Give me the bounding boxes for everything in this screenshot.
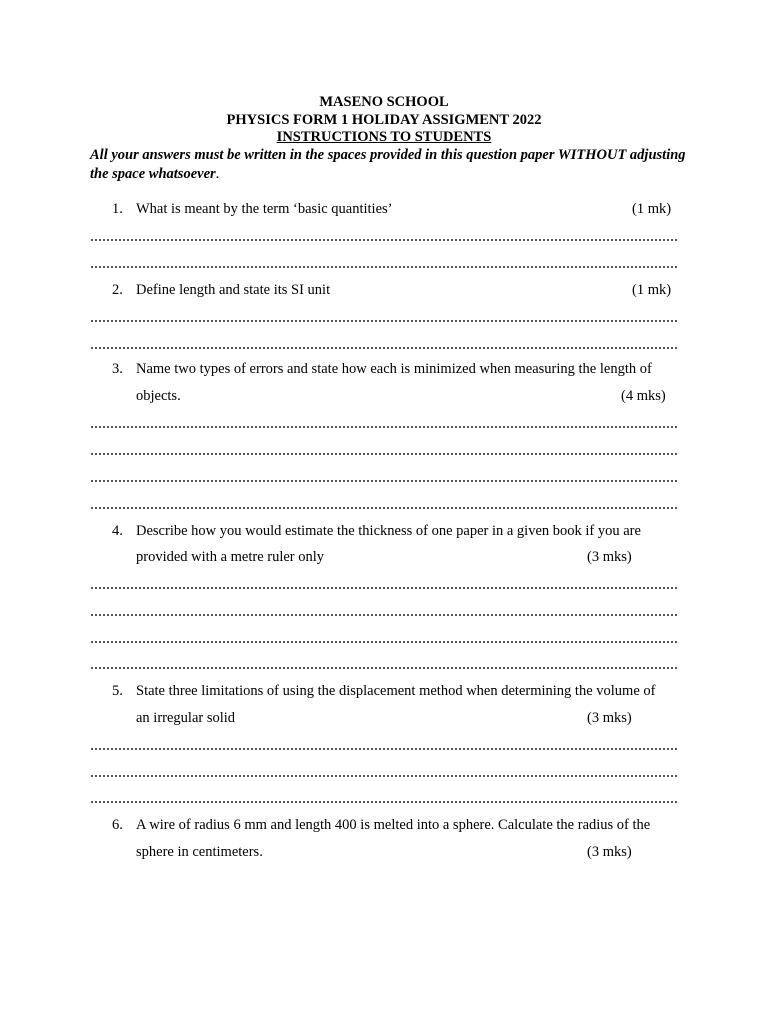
question-text: Define length and state its SI unit xyxy=(136,282,331,298)
answer-line[interactable] xyxy=(90,667,678,669)
question-marks: (3 mks) xyxy=(587,549,632,565)
question-marks: (3 mks) xyxy=(587,710,632,726)
question-number: 4. xyxy=(112,523,123,539)
instructions-text xyxy=(90,146,690,184)
answer-line[interactable] xyxy=(90,801,678,803)
school-name: MASENO SCHOOL xyxy=(319,94,449,110)
question-text-continued: objects. xyxy=(136,388,181,404)
answer-line[interactable] xyxy=(90,748,678,750)
instructions-heading: INSTRUCTIONS TO STUDENTS xyxy=(276,129,492,145)
answer-line[interactable] xyxy=(90,587,678,589)
question-number: 6. xyxy=(112,817,123,833)
answer-line[interactable] xyxy=(90,641,678,643)
instructions-body: All your answers must be written in the spaces provided in this question paper WITHOUT adjusting the space whatsoever xyxy=(90,147,686,182)
answer-line[interactable] xyxy=(90,453,678,455)
answer-line[interactable] xyxy=(90,507,678,509)
question-number: 1. xyxy=(112,201,123,217)
question-text: Name two types of errors and state how each is minimized when measuring the length of xyxy=(136,361,652,377)
answer-line[interactable] xyxy=(90,239,678,241)
question-text: Describe how you would estimate the thickness of one paper in a given book if you are xyxy=(136,523,641,539)
question-marks: (3 mks) xyxy=(587,844,632,860)
question-text-continued: sphere in centimeters. xyxy=(136,844,263,860)
answer-line[interactable] xyxy=(90,426,678,428)
question-text-continued: an irregular solid xyxy=(136,710,236,726)
question-text-continued: provided with a metre ruler only xyxy=(136,549,325,565)
question-marks: (1 mk) xyxy=(632,201,672,217)
question-number: 3. xyxy=(112,361,123,377)
answer-line[interactable] xyxy=(90,614,678,616)
question-text: What is meant by the term ‘basic quantities’ xyxy=(136,201,393,217)
answer-line[interactable] xyxy=(90,320,678,322)
instructions-end-punct: . xyxy=(215,166,220,182)
question-number: 2. xyxy=(112,282,123,298)
question-text: A wire of radius 6 mm and length 400 is melted into a sphere. Calculate the radius of the xyxy=(136,817,651,833)
answer-line[interactable] xyxy=(90,775,678,777)
question-marks: (4 mks) xyxy=(621,388,666,404)
question-text: State three limitations of using the displacement method when determining the volume of xyxy=(136,683,656,699)
paper-title: PHYSICS FORM 1 HOLIDAY ASSIGMENT 2022 xyxy=(226,112,542,128)
question-marks: (1 mk) xyxy=(632,282,672,298)
answer-line[interactable] xyxy=(90,266,678,268)
answer-line[interactable] xyxy=(90,480,678,482)
answer-line[interactable] xyxy=(90,347,678,349)
question-number: 5. xyxy=(112,683,123,699)
